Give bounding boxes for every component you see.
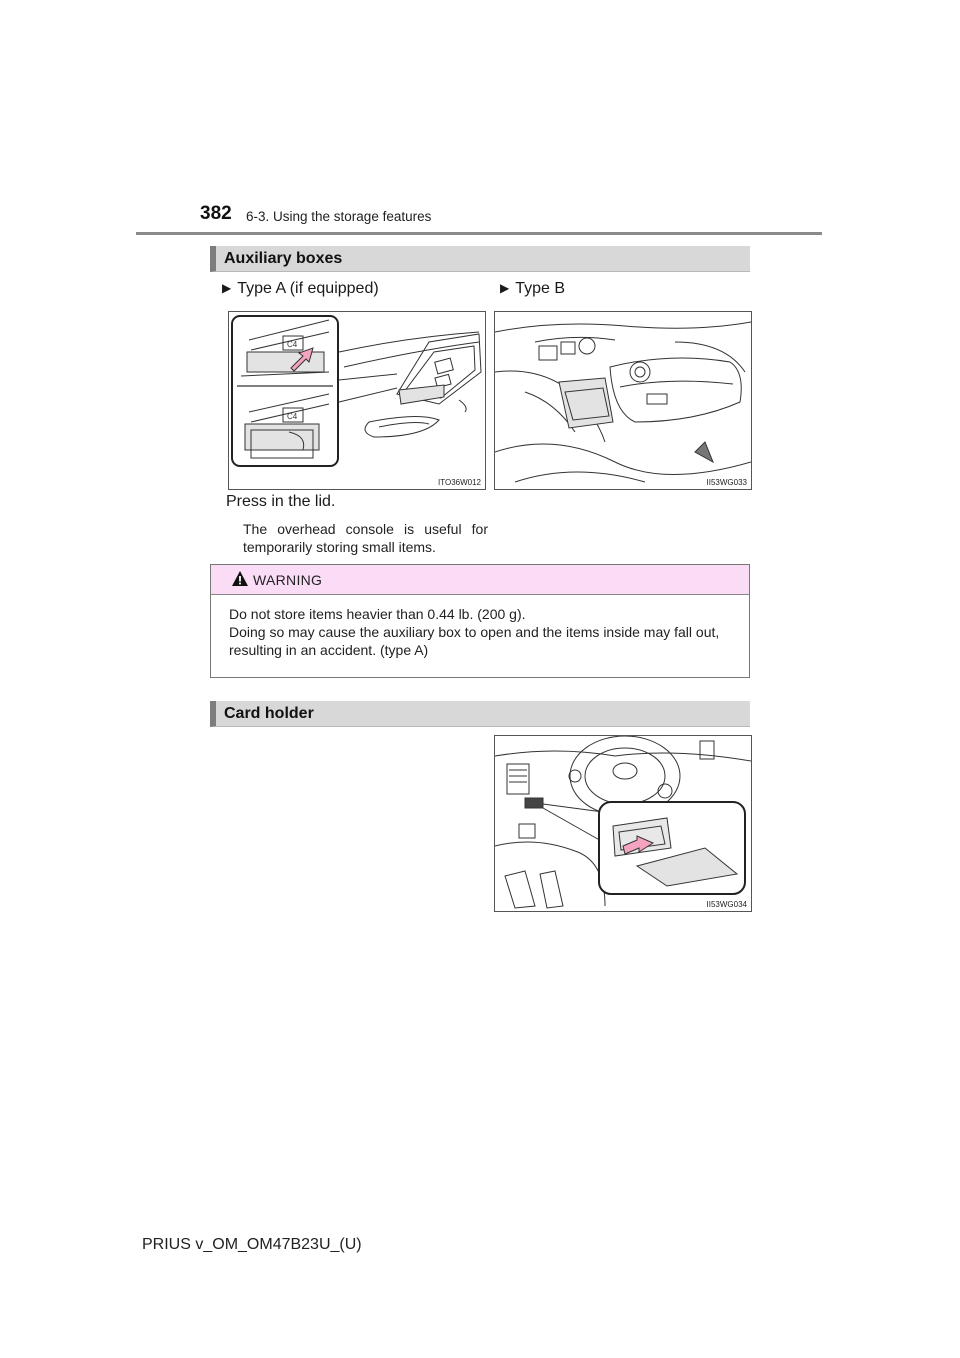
card-holder-title: Card holder [224,705,314,722]
warning-header [211,565,749,595]
overhead-console-illustration [229,312,485,489]
card-holder-heading [210,701,750,727]
header-rule [136,232,822,235]
warning-line-2: Doing so may cause the auxiliary box to open and the items inside may fall out, resulting in an accident. (type A) [229,624,720,658]
figure-type-b [494,311,752,490]
warning-box [210,564,750,678]
warning-label: WARNING [253,572,323,588]
triangle-bullet-icon: ▶ [500,281,510,295]
figure-type-a [228,311,486,490]
type-a-label: ▶ Type A (if equipped) [222,280,379,297]
svg-text:C4: C4 [287,412,298,421]
figure-card-code: II53WG034 [706,900,747,909]
svg-text:C4: C4 [287,340,298,349]
triangle-bullet-icon: ▶ [222,281,232,295]
page-number: 382 [200,203,232,224]
section-title: 6-3. Using the storage features [246,209,432,224]
console-description: The overhead console is useful for temporarily storing small items. [243,521,488,555]
type-b-label: ▶ Type B [500,280,566,297]
warning-line-1: Do not store items heavier than 0.44 lb. (200 g). [229,606,526,622]
warning-icon [231,570,249,587]
press-instruction: Press in the lid. [226,493,336,510]
warning-body [229,605,739,659]
figure-b-code: II53WG033 [706,478,747,487]
figure-a-code: ITO36W012 [438,478,481,487]
figure-card-holder [494,735,752,912]
card-holder-illustration [495,736,751,911]
auxiliary-boxes-title: Auxiliary boxes [224,250,343,267]
document-footer: PRIUS v_OM_OM47B23U_(U) [142,1236,362,1253]
center-console-illustration [495,312,751,489]
auxiliary-boxes-heading [210,246,750,272]
